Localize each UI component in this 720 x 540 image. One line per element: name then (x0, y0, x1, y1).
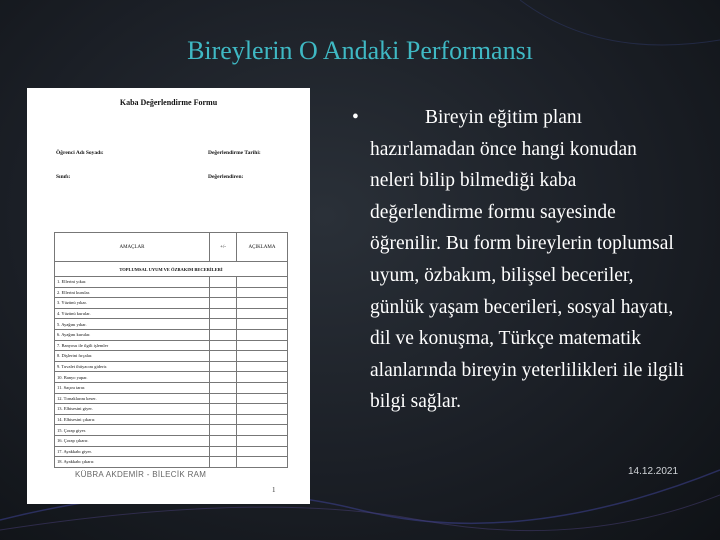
table-row (55, 457, 288, 468)
row-goal: 10. Banyo yapar. (55, 372, 210, 383)
row-status (210, 435, 237, 446)
row-status (210, 298, 237, 309)
table-row (55, 372, 288, 383)
student-name-label: Öğrenci Adı Soyadı: (56, 150, 104, 156)
row-notes (237, 435, 288, 446)
row-goal: 8. Dişlerini fırçalar. (55, 351, 210, 362)
row-goal: 1. Ellerini yıkar. (55, 277, 210, 288)
table-row (55, 425, 288, 436)
form-table (54, 232, 288, 468)
bullet-marker: • (352, 107, 359, 128)
row-goal: 4. Yüzünü kurular. (55, 308, 210, 319)
row-goal: 15. Çorap giyer. (55, 425, 210, 436)
row-goal: 14. Elbisesini çıkarır. (55, 414, 210, 425)
table-row (55, 277, 288, 288)
row-goal: 5. Ayağını yıkar. (55, 319, 210, 330)
table-row (55, 351, 288, 362)
row-status (210, 393, 237, 404)
row-notes (237, 414, 288, 425)
row-notes (237, 446, 288, 457)
row-status (210, 361, 237, 372)
row-goal: 12. Tırnaklarını keser. (55, 393, 210, 404)
slide-date: 14.12.2021 (628, 466, 679, 477)
row-goal: 7. Banyosu ile ilgili işlemler (55, 340, 210, 351)
row-status (210, 351, 237, 362)
col-notes-header: AÇIKLAMA (237, 233, 288, 262)
body-paragraph: Bireyin eğitim planı hazırlamadan önce hangi konudan neleri bilip bilmediği kaba değerlendirme formu sayesinde öğrenilir. Bu form bireylerin toplumsal uyum, özbakım, bilişsel beceriler, günlük yaşam becerileri, sosyal hayatı, dil ve konuşma, Türkçe matematik alanlarında bireyin yeterlilikleri ile ilgili bilgi sağlar. (370, 107, 685, 413)
eval-date-label: Değerlendirme Tarihi: (208, 150, 261, 156)
row-notes (237, 277, 288, 288)
col-goals-header: AMAÇLAR (55, 233, 210, 262)
table-row (55, 393, 288, 404)
row-goal: 3. Yüzünü yıkar. (55, 298, 210, 309)
row-notes (237, 298, 288, 309)
row-notes (237, 319, 288, 330)
table-row (55, 382, 288, 393)
row-goal: 11. Saçını tarar. (55, 382, 210, 393)
row-notes (237, 351, 288, 362)
row-notes (237, 382, 288, 393)
row-notes (237, 361, 288, 372)
row-status (210, 340, 237, 351)
row-notes (237, 340, 288, 351)
row-notes (237, 329, 288, 340)
row-status (210, 457, 237, 468)
row-status (210, 446, 237, 457)
evaluator-label: Değerlendiren: (208, 174, 244, 180)
row-notes (237, 404, 288, 415)
row-goal: 16. Çorap çıkarır. (55, 435, 210, 446)
form-title: Kaba Değerlendirme Formu (119, 98, 218, 107)
row-notes (237, 457, 288, 468)
table-row (55, 287, 288, 298)
row-status (210, 319, 237, 330)
row-notes (237, 372, 288, 383)
class-label: Sınıfı: (56, 174, 71, 180)
table-row (55, 319, 288, 330)
row-goal: 6. Ayağını kurular. (55, 329, 210, 340)
form-image (27, 88, 310, 504)
row-notes (237, 308, 288, 319)
row-notes (237, 425, 288, 436)
row-status (210, 277, 237, 288)
row-status (210, 329, 237, 340)
row-status (210, 414, 237, 425)
row-goal: 9. Tuvalet ihtiyacını giderir. (55, 361, 210, 372)
col-status-header: +/- (210, 233, 237, 262)
row-notes (237, 393, 288, 404)
section-title: TOPLUMSAL UYUM VE ÖZBAKIM BECERİLERİ (55, 262, 288, 277)
table-row (55, 435, 288, 446)
row-goal: 18. Ayakkabı çıkarır. (55, 457, 210, 468)
row-status (210, 404, 237, 415)
row-notes (237, 287, 288, 298)
table-row (55, 361, 288, 372)
table-row (55, 308, 288, 319)
slide-title: Bireylerin O Andaki Performansı (187, 36, 533, 65)
page-number: 1 (272, 486, 276, 494)
row-goal: 2. Ellerini kurular. (55, 287, 210, 298)
table-row (55, 446, 288, 457)
row-status (210, 287, 237, 298)
table-row (55, 404, 288, 415)
row-goal: 17. Ayakkabı giyer. (55, 446, 210, 457)
row-status (210, 425, 237, 436)
table-row (55, 340, 288, 351)
row-status (210, 308, 237, 319)
row-goal: 13. Elbisesini giyer. (55, 404, 210, 415)
form-footer: KÜBRA AKDEMİR - BİLECİK RAM (75, 470, 207, 479)
row-status (210, 382, 237, 393)
row-status (210, 372, 237, 383)
body-text-block (340, 102, 685, 418)
table-row (55, 298, 288, 309)
table-row (55, 329, 288, 340)
table-row (55, 414, 288, 425)
